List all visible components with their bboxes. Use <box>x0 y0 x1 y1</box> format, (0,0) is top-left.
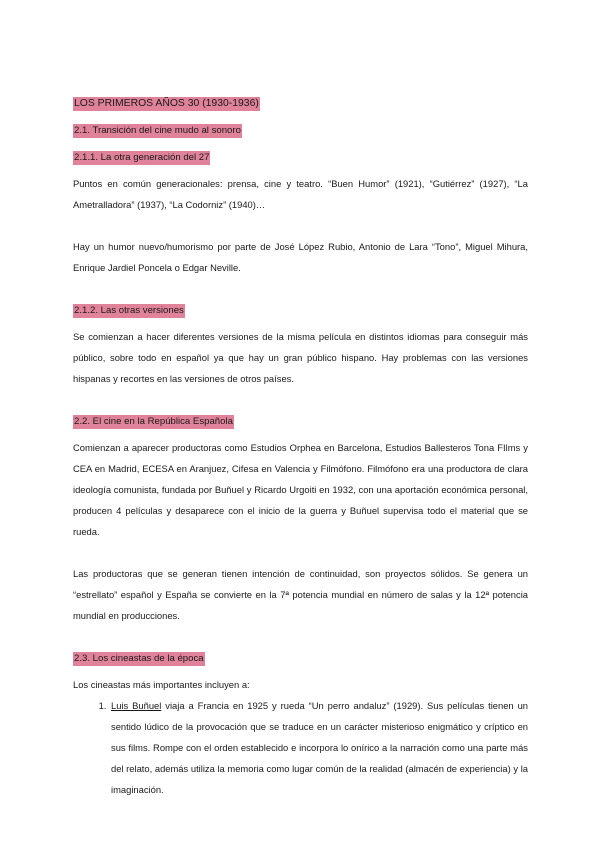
section-2-1-heading: 2.1. Transición del cine mudo al sonoro <box>74 125 241 136</box>
section-2-1-2-heading: 2.1.2. Las otras versiones <box>74 305 184 316</box>
document-title: LOS PRIMEROS AÑOS 30 (1930-1936) <box>74 98 259 109</box>
filmmaker-name: Luis Buñuel <box>111 700 162 711</box>
filmmaker-description: viaja a Francia en 1925 y rueda “Un perro andaluz” (1929). Sus películas tienen un sentido lúdico de la provocación que se traduce en un carácter misterioso enigmático y críptico en sus films. Rompe con el orden establecido e incorpora lo onírico a la narración como una parte más del relato, además utiliza la memoria como lugar común de la realidad (almacén de experiencia) y la imaginación. <box>111 700 529 795</box>
section-2-2-heading: 2.2. El cine en la República Española <box>74 416 233 427</box>
section-2-2-paragraph-1: Comienzan a aparecer productoras como Estudios Orphea en Barcelona, Estudios Ballesteros Tona FIlms y CEA en Madrid, ECESA en Aranjuez, Cifesa en Valencia y Filmófono. Filmófono era una productora de clara ideología comunista, fundada por Buñuel y Ricardo Urgoiti en 1932, con una aportación económica personal, producen 4 películas y desaparece con el inicio de la guerra y Buñuel supervisa todo el material que se rueda. <box>73 442 528 537</box>
section-2-3-intro: Los cineastas más importantes incluyen a: <box>73 679 250 690</box>
section-2-1-1-paragraph-2: Hay un humor nuevo/humorismo por parte de José López Rubio, Antonio de Lara “Tono”, Miguel Mihura, Enrique Jardiel Poncela o Edgar Neville. <box>73 241 528 273</box>
section-2-1-1-paragraph-1: Puntos en común generacionales: prensa, cine y teatro. “Buen Humor” (1921), “Gutiérrez” (1927), “La Ametralladora” (1937), “La Codorniz” (1940)… <box>73 178 528 210</box>
section-2-3-heading: 2.3. Los cineastas de la época <box>74 653 204 664</box>
section-2-1-1-heading: 2.1.1. La otra generación del 27 <box>74 152 210 163</box>
document-page <box>73 92 528 800</box>
section-2-1-2-paragraph-1: Se comienzan a hacer diferentes versiones de la misma película en distintos idiomas para conseguir más público, sobre todo en español ya que hay un gran público hispano. Hay problemas con las versiones hispanas y recortes en las versiones de otros países. <box>73 331 528 384</box>
section-2-2-paragraph-2: Las productoras que se generan tienen intención de continuidad, son proyectos sólidos. Se genera un “estrellato” español y España se convierte en la 7ª potencia mundial en número de salas y la 12ª potencia mundial en producciones. <box>73 568 528 621</box>
list-item <box>109 695 528 800</box>
filmmakers-list <box>73 695 528 800</box>
